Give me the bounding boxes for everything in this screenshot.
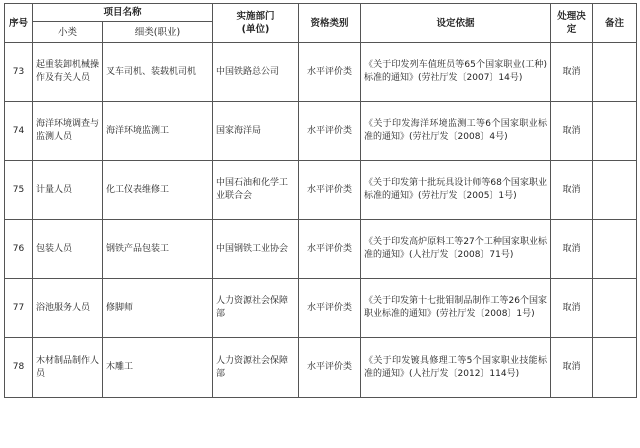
cell-qualification: 水平评价类 — [299, 102, 361, 161]
cell-qualification: 水平评价类 — [299, 338, 361, 398]
cell-category: 海洋环境调查与监测人员 — [33, 102, 103, 161]
table-row — [5, 338, 637, 398]
cell-basis: 《关于印发第十七批钼制品制作工等26个国家职业标准的通知》(劳社厅发〔2008〕1号) — [361, 279, 551, 338]
cell-subcategory: 钢铁产品包装工 — [103, 220, 213, 279]
cell-category: 起重装卸机械操作及有关人员 — [33, 43, 103, 102]
table-row — [5, 102, 637, 161]
header-project: 项目名称 — [33, 4, 213, 22]
cell-decision: 取消 — [551, 161, 593, 220]
cell-basis: 《关于印发镀具修理工等5个国家职业技能标准的通知》(人社厅发〔2012〕114号) — [361, 338, 551, 398]
header-basis: 设定依据 — [361, 4, 551, 43]
cell-subcategory: 叉车司机、装载机司机 — [103, 43, 213, 102]
cell-seq: 73 — [5, 43, 33, 102]
table-row — [5, 161, 637, 220]
header-seq: 序号 — [5, 4, 33, 43]
cell-qualification: 水平评价类 — [299, 43, 361, 102]
header-department-label: 实施部门 — [236, 11, 275, 22]
cell-basis: 《关于印发高炉原料工等27个工种国家职业标准的通知》(人社厅发〔2008〕71号) — [361, 220, 551, 279]
cell-seq: 78 — [5, 338, 33, 398]
cell-subcategory: 化工仪表维修工 — [103, 161, 213, 220]
header-remarks: 备注 — [593, 4, 637, 43]
cell-decision: 取消 — [551, 43, 593, 102]
cell-decision: 取消 — [551, 338, 593, 398]
cell-department: 人力资源社会保障部 — [213, 279, 299, 338]
cell-seq: 74 — [5, 102, 33, 161]
header-category: 小类 — [33, 22, 103, 43]
cell-remarks — [593, 338, 637, 398]
cell-category: 包装人员 — [33, 220, 103, 279]
table-row — [5, 43, 637, 102]
cell-remarks — [593, 279, 637, 338]
cell-subcategory: 修脚师 — [103, 279, 213, 338]
cell-basis: 《关于印发第十批玩具设计师等68个国家职业标准的通知》(劳社厅发〔2005〕1号) — [361, 161, 551, 220]
header-department-unit: (单位) — [241, 24, 270, 35]
cell-remarks — [593, 43, 637, 102]
cell-decision: 取消 — [551, 102, 593, 161]
cell-qualification: 水平评价类 — [299, 220, 361, 279]
cell-basis: 《关于印发列车值班员等65个国家职业(工种)标准的通知》(劳社厅发〔2007〕14号) — [361, 43, 551, 102]
cell-remarks — [593, 161, 637, 220]
header-subcategory: 细类(职业) — [103, 22, 213, 43]
cell-basis: 《关于印发海洋环境监测工等6个国家职业标准的通知》(劳社厅发〔2008〕4号) — [361, 102, 551, 161]
cell-department: 中国钢铁工业协会 — [213, 220, 299, 279]
cell-qualification: 水平评价类 — [299, 161, 361, 220]
cell-category: 浴池服务人员 — [33, 279, 103, 338]
table-row — [5, 279, 637, 338]
table-row — [5, 220, 637, 279]
cell-category: 计量人员 — [33, 161, 103, 220]
cell-department: 国家海洋局 — [213, 102, 299, 161]
cell-category: 木材制品制作人员 — [33, 338, 103, 398]
cell-remarks — [593, 102, 637, 161]
cell-seq: 77 — [5, 279, 33, 338]
header-decision: 处理决定 — [551, 4, 593, 43]
cell-remarks — [593, 220, 637, 279]
cell-seq: 76 — [5, 220, 33, 279]
cell-subcategory: 海洋环境监测工 — [103, 102, 213, 161]
header-qualification: 资格类别 — [299, 4, 361, 43]
cell-subcategory: 木雕工 — [103, 338, 213, 398]
cell-department: 中国铁路总公司 — [213, 43, 299, 102]
cell-decision: 取消 — [551, 220, 593, 279]
cell-department: 人力资源社会保障部 — [213, 338, 299, 398]
cell-qualification: 水平评价类 — [299, 279, 361, 338]
header-row-1 — [5, 4, 637, 22]
cell-seq: 75 — [5, 161, 33, 220]
cell-department: 中国石油和化学工业联合会 — [213, 161, 299, 220]
qualification-table — [4, 3, 637, 398]
header-department — [213, 4, 299, 43]
cell-decision: 取消 — [551, 279, 593, 338]
